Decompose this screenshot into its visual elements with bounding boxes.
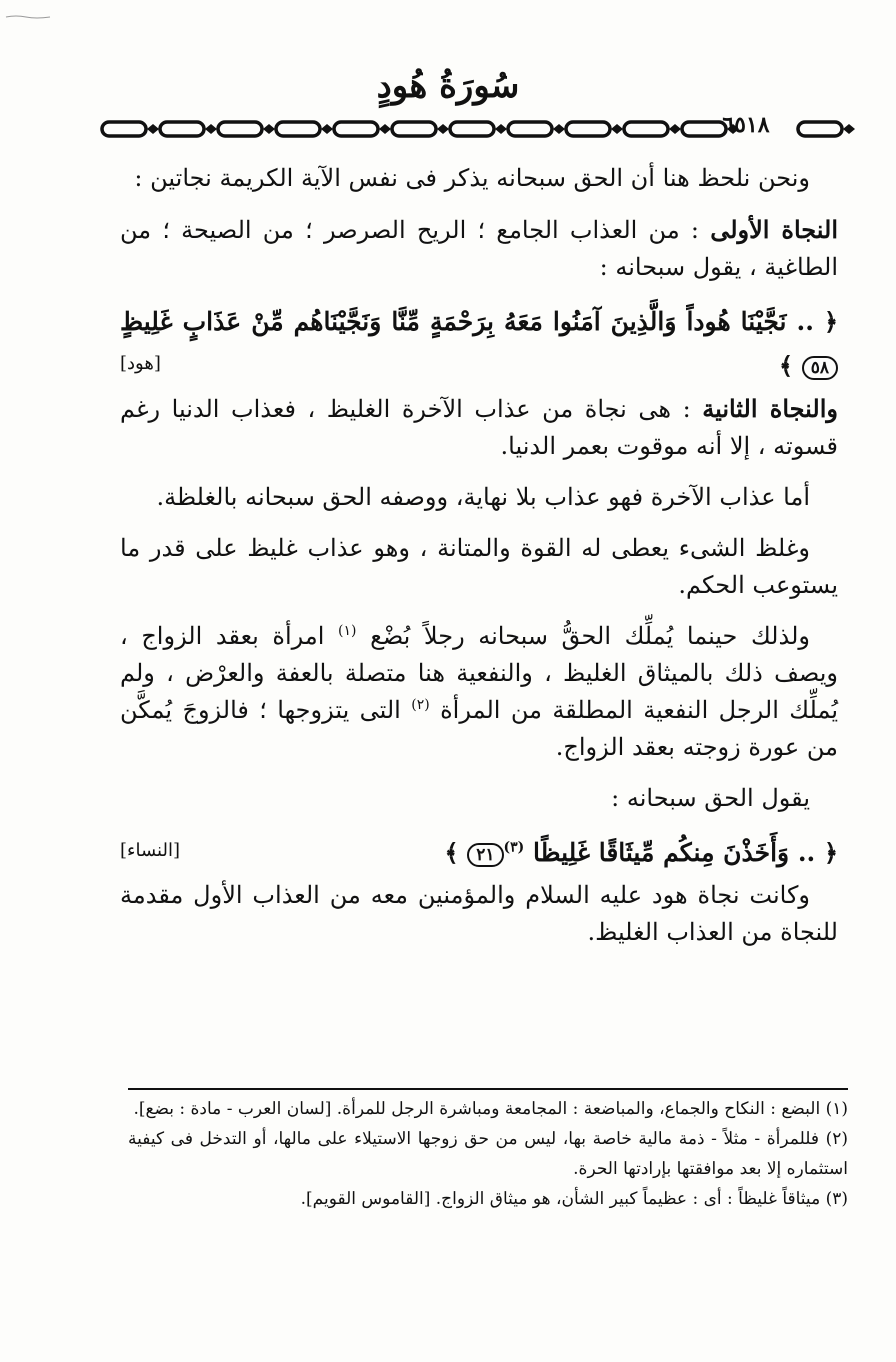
second-salvation-heading: والنجاة الثانية <box>702 394 838 423</box>
surah-title: سُورَةُ هُودٍ <box>376 66 520 106</box>
chain-link <box>392 122 436 136</box>
chain-diamond <box>553 124 565 134</box>
verse-reference: [النساء] <box>120 840 180 861</box>
scan-artifact <box>4 14 52 20</box>
chain-diamond <box>147 124 159 134</box>
main-text <box>120 160 838 965</box>
chain-link <box>334 122 378 136</box>
first-salvation-heading: النجاة الأولى <box>710 215 839 244</box>
page-number: ٦٥١٨ <box>722 112 770 138</box>
chain-diamond <box>321 124 333 134</box>
paragraph-says: يقول الحق سبحانه : <box>611 784 810 812</box>
quran-verse-nisa <box>120 831 838 875</box>
paragraph-conclusion: وكانت نجاة هود عليه السلام والمؤمنين معه من العذاب الأول مقدمة للنجاة من العذاب الغليظ. <box>120 881 838 946</box>
verse-reference: [هود] <box>120 353 161 374</box>
chain-link <box>160 122 204 136</box>
chain-diamond <box>611 124 623 134</box>
footnote-ref-1: (١) <box>338 623 357 639</box>
paragraph-first-salvation <box>120 211 838 286</box>
paragraph-marriage <box>120 618 838 766</box>
verse-nisa-body: .. وَأَخَذْنَ مِنكُم مِّيثَاقًا غَلِيظًا <box>524 838 824 867</box>
chain-link <box>102 122 146 136</box>
footnote-ref-3: (٣) <box>503 839 525 856</box>
paragraph-intro: ونحن نلحظ هنا أن الحق سبحانه يذكر فى نفس الآية الكريمة نجاتين : <box>134 164 810 192</box>
chain-link <box>798 122 842 136</box>
verse-close-bracket: ﴾ <box>444 838 459 867</box>
chain-diamond <box>379 124 391 134</box>
footnote-3: (٣) ميثاقاً غليظاً : أى : عظيماً كبير الشأن، هو ميثاق الزواج. [القاموس القويم]. <box>300 1189 848 1209</box>
footnote-ref-2: (٢) <box>411 697 430 713</box>
verse-open-bracket: ﴿ <box>823 838 838 867</box>
footnote-1: (١) البضع : النكاح والجماع، والمباضعة : المجامعة ومباشرة الرجل للمرأة. [لسان العرب - مادة : بضع]. <box>133 1099 848 1119</box>
verse-close-bracket: ﴾ <box>778 351 794 380</box>
ayah-number-badge: ٥٨ <box>802 356 838 380</box>
paragraph-second-salvation <box>120 390 838 465</box>
chain-link <box>508 122 552 136</box>
ayah-number-badge: ٢١ <box>467 843 503 867</box>
quran-verse-hud <box>120 300 838 388</box>
chain-link <box>218 122 262 136</box>
second-salvation-text: : هى نجاة من عذاب الآخرة الغليظ ، فعذاب الدنيا رغم قسوته ، إلا أنه موقوت بعمر الدنيا. <box>120 395 838 460</box>
footnote-2: (٢) فللمرأة - مثلاً - ذمة مالية خاصة بها، ليس من حق زوجها الاستيلاء على مالها، أو التدخل فى كيفية استثماره إلا بعد موافقتها بإرادتها الحرة. <box>128 1129 848 1179</box>
marriage-text-b: امرأة بعقد الزواج ، ويصف ذلك بالميثاق الغليظ ، والنفعية هنا متصلة بالعفة والعرْض ، ولم يُملِّك الرجل النفعية المطلقة من المرأة <box>120 622 838 724</box>
marriage-text-a: ولذلك حينما يُملِّك الحقُّ سبحانه رجلاً بُضْع <box>370 622 810 650</box>
marriage-text-c: التى يتزوجها ؛ فالزوجَ يُمكَّن من عورة زوجته بعقد الزواج. <box>120 696 838 761</box>
footnotes <box>128 1094 848 1214</box>
chain-diamond <box>205 124 217 134</box>
chain-link <box>566 122 610 136</box>
first-salvation-text: : من العذاب الجامع ؛ الريح الصرصر ؛ من الصيحة ؛ من الطاغية ، يقول سبحانه : <box>120 216 838 281</box>
chain-diamond <box>669 124 681 134</box>
paragraph-hereafter: أما عذاب الآخرة فهو عذاب بلا نهاية، ووصفه الحق سبحانه بالغلظة. <box>156 483 810 511</box>
paragraph-thickness: وغلظ الشىء يعطى له القوة والمتانة ، وهو عذاب غليظ على قدر ما يستوعب الحكم. <box>120 534 838 599</box>
verse-nisa-text <box>120 831 838 875</box>
chain-diamond <box>263 124 275 134</box>
chain-diamond <box>495 124 507 134</box>
chain-link <box>624 122 668 136</box>
footnote-divider <box>128 1088 848 1090</box>
chain-link <box>276 122 320 136</box>
chain-diamond <box>843 124 855 134</box>
verse-hud-text <box>120 300 838 388</box>
chain-link <box>450 122 494 136</box>
chain-diamond <box>437 124 449 134</box>
verse-hud-body: .. نَجَّيْنَا هُوداً وَالَّذِينَ آمَنُوا مَعَهُ بِرَحْمَةٍ مِّنَّا وَنَجَّيْنَاهُم مِّنْ عَذَابٍ غَلِيظٍ <box>120 307 824 336</box>
verse-open-bracket: ﴿ <box>823 307 838 336</box>
